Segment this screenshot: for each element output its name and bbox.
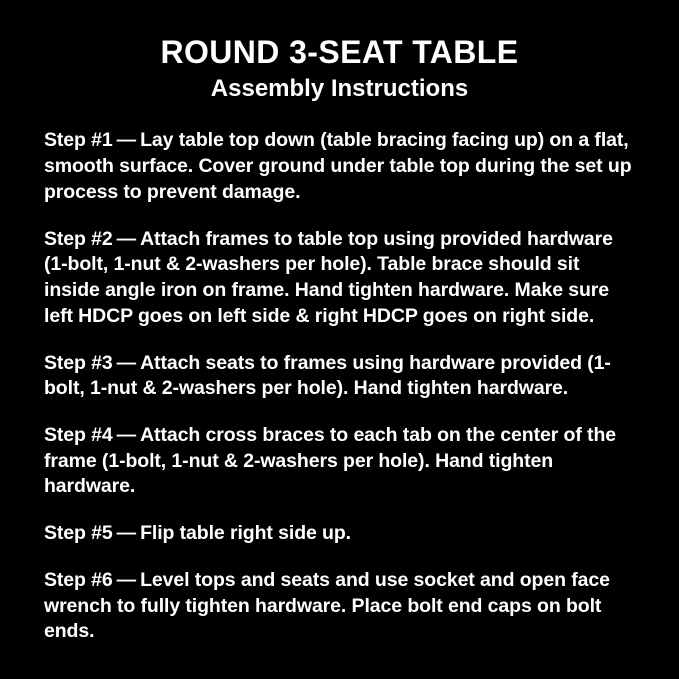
steps-list	[44, 128, 635, 645]
step-label: Step #5	[44, 522, 113, 545]
step-text: Flip table right side up.	[140, 522, 352, 545]
step-text: Level tops and seats and use socket and open face wrench to fully tighten hardware. Place bolt end caps on bolt ends.	[44, 568, 610, 643]
step-text: Lay table top down (table bracing facing up) on a flat, smooth surface. Cover ground under table top during the set up process to prevent damage.	[44, 129, 632, 203]
step-label: Step #6	[44, 568, 113, 591]
step-item	[44, 227, 635, 330]
step-dash: —	[116, 424, 137, 446]
page-title: ROUND 3-SEAT TABLE	[160, 34, 519, 70]
step-dash: —	[116, 568, 137, 591]
step-dash: —	[116, 522, 137, 545]
step-item	[44, 521, 635, 547]
step-text: Attach cross braces to each tab on the center of the frame (1-bolt, 1-nut & 2-washers per hole). Hand tighten hardware.	[44, 424, 616, 498]
step-label: Step #2	[44, 227, 113, 250]
step-dash: —	[116, 129, 137, 152]
step-dash: —	[116, 351, 137, 374]
step-label: Step #4	[44, 424, 113, 446]
step-label: Step #3	[44, 351, 113, 374]
step-item	[44, 568, 635, 645]
step-dash: —	[116, 227, 137, 250]
page-subtitle: Assembly Instructions	[210, 74, 469, 102]
step-item	[44, 423, 635, 500]
step-label: Step #1	[44, 129, 113, 152]
step-text: Attach frames to table top using provided hardware (1-bolt, 1-nut & 2-washers per hole). Table brace should sit inside angle iron on frame. Hand tighten hardware. Make sure left HDCP goes on left side & right HDCP goes on right side.	[44, 227, 613, 327]
step-text: Attach seats to frames using hardware provided (1-bolt, 1-nut & 2-washers per hole). Hand tighten hardware.	[44, 351, 611, 400]
step-item	[44, 128, 635, 205]
step-item	[44, 351, 635, 402]
